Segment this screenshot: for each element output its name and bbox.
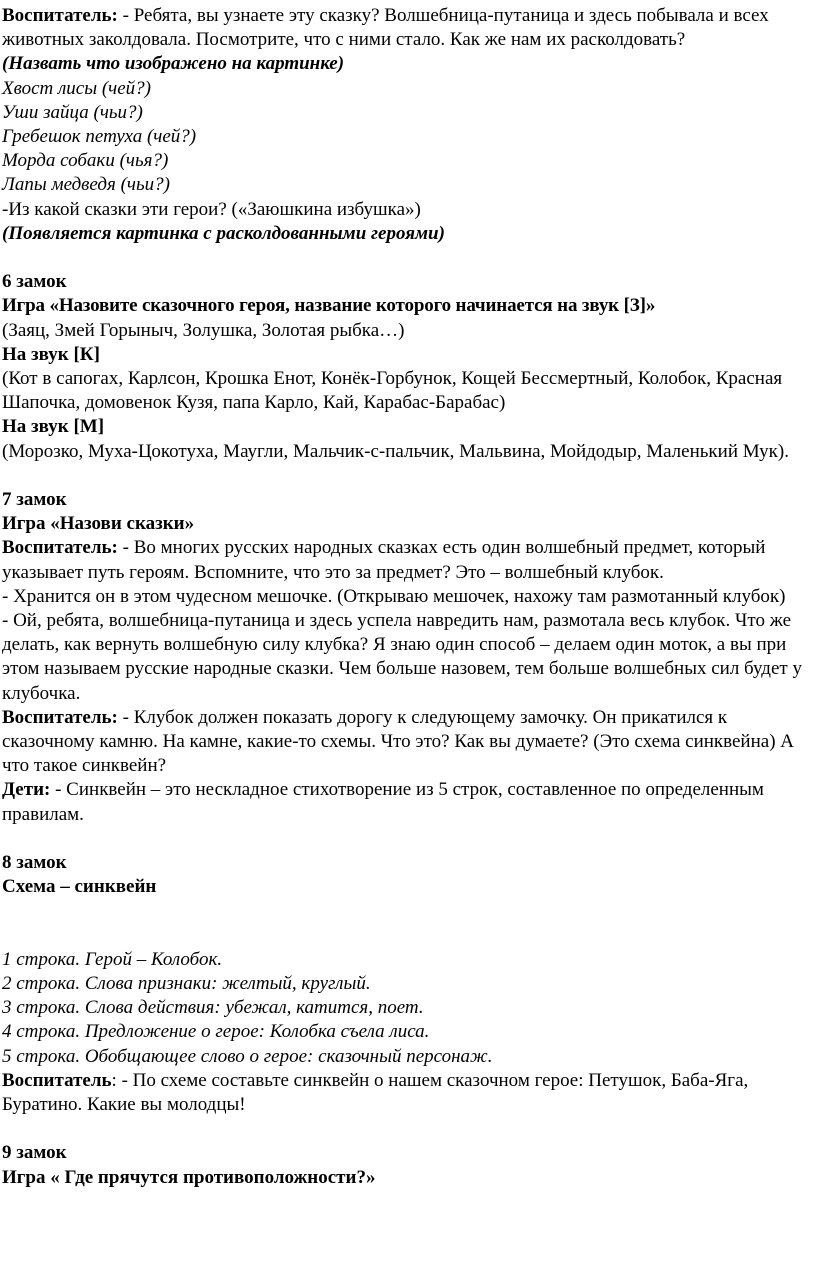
scheme-title: Схема – синквейн <box>2 876 157 898</box>
paragraph-text: : - По схеме составьте синквейн о нашем сказочном герое: Петушок, Баба-Яга, Буратино. Какие вы молодцы! <box>2 1069 749 1116</box>
paragraph: - Хранится он в этом чудесном мешочке. (Открываю мешочек, нахожу там размотанный клубок) <box>2 585 786 607</box>
paragraph <box>2 706 812 779</box>
speaker-label: Воспитатель: <box>2 537 118 559</box>
sound-label: На звук [М] <box>2 416 105 438</box>
answer-list: (Заяц, Змей Горыныч, Золушка, Золотая рыбка…) <box>2 319 405 341</box>
paragraph-text: - Во многих русских народных сказках есть один волшебный предмет, который указывает путь героям. Вспомните, что это за предмет? Это – волшебный клубок. <box>2 537 766 583</box>
scheme-line: 3 строка. Слова действия: убежал, катится, поет. <box>2 997 424 1019</box>
scheme-line: 1 строка. Герой – Колобок. <box>2 948 223 970</box>
paragraph <box>2 778 812 826</box>
scheme-line: 5 строка. Обобщающее слово о герое: сказочный персонаж. <box>2 1045 493 1067</box>
answer-list: (Морозко, Муха-Цокотуха, Маугли, Мальчик-с-пальчик, Мальвина, Мойдодыр, Маленький Мук). <box>2 440 789 462</box>
paragraph <box>2 536 812 584</box>
question-line: -Из какой сказки эти герои? («Заюшкина избушка») <box>2 198 421 220</box>
section-heading: 8 замок <box>2 852 67 874</box>
section-heading: 7 замок <box>2 489 67 511</box>
instruction-note: (Назвать что изображено на картинке) <box>2 53 345 75</box>
list-item: Морда собаки (чья?) <box>2 150 169 172</box>
document-page <box>2 4 812 1190</box>
game-title: Игра «Назовите сказочного героя, название которого начинается на звук [З]» <box>2 295 656 317</box>
list-item: Уши зайца (чьи?) <box>2 101 143 123</box>
game-title: Игра « Где прячутся противоположности?» <box>2 1166 376 1188</box>
speaker-label: Воспитатель: <box>2 706 118 728</box>
game-title: Игра «Назови сказки» <box>2 513 195 535</box>
speaker-label: Воспитатель <box>2 1069 112 1091</box>
paragraph-text: - Клубок должен показать дорогу к следующему замочку. Он прикатился к сказочному камню. На камне, какие-то схемы. Что это? Как вы думаете? (Это схема синквейна) А что такое синквейн? <box>2 706 794 777</box>
intro-paragraph <box>2 4 812 52</box>
paragraph <box>2 1069 812 1117</box>
speaker-label: Дети: <box>2 779 51 801</box>
list-item: Лапы медведя (чьи?) <box>2 174 170 196</box>
paragraph: - Ой, ребята, волшебница-путаница и здесь успела навредить нам, размотала весь клубок. Что же делать, как вернуть волшебную силу клубка? Я знаю один способ – делаем один моток, а вы при этом называем русские народные сказки. Чем больше назовем, тем больше волшебных сил будет у клубочка. <box>2 610 802 704</box>
scheme-line: 2 строка. Слова признаки: желтый, круглый. <box>2 973 371 995</box>
sound-label: На звук [К] <box>2 343 100 365</box>
speaker-label: Воспитатель: <box>2 5 118 26</box>
list-item: Хвост лисы (чей?) <box>2 77 151 99</box>
instruction-note: (Появляется картинка с расколдованными героями) <box>2 222 445 244</box>
paragraph-text: - Ребята, вы узнаете эту сказку? Волшебница-путаница и здесь побывала и всех животных заколдовала. Посмотрите, что с ними стало. Как же нам их расколдовать? <box>2 5 769 51</box>
paragraph-text: - Синквейн – это нескладное стихотворение из 5 строк, составленное по определенным правилам. <box>2 779 764 825</box>
scheme-line: 4 строка. Предложение о герое: Колобка съела лиса. <box>2 1021 430 1043</box>
section-heading: 6 замок <box>2 271 67 293</box>
list-item: Гребешок петуха (чей?) <box>2 126 197 148</box>
answer-list: (Кот в сапогах, Карлсон, Крошка Енот, Конёк-Горбунок, Кощей Бессмертный, Колобок, Красная Шапочка, домовенок Кузя, папа Карло, Кай, Карабас-Барабас) <box>2 368 783 414</box>
section-heading: 9 замок <box>2 1142 67 1164</box>
